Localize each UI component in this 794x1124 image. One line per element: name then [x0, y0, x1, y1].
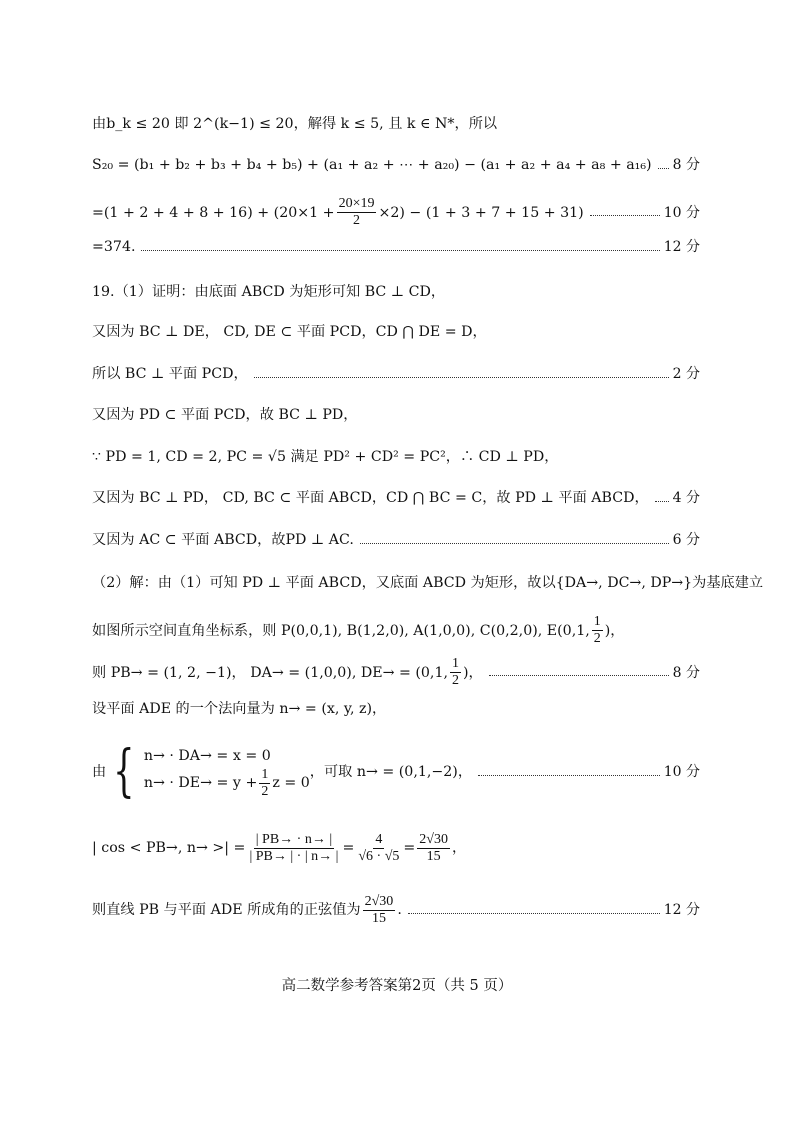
fraction-numerator: 1 [593, 614, 601, 629]
text-line-14 [92, 656, 700, 689]
text-line-5 [92, 282, 700, 302]
line-text-part-a: | cos < PB→, n→ >| = [92, 840, 246, 856]
fraction-denominator: 2 [451, 673, 459, 688]
equals-sign: = [403, 840, 416, 856]
text-line-18 [92, 890, 700, 930]
leader-dots [408, 913, 660, 914]
page-footer: 高二数学参考答案第2页（共 5 页） [281, 978, 513, 994]
fraction [363, 894, 396, 927]
text-line-11 [92, 530, 700, 550]
text-line-10 [92, 488, 700, 508]
score-label: 12 分 [663, 239, 700, 255]
score-label: 10 分 [663, 204, 700, 221]
fraction [247, 832, 340, 865]
line-text-part-b: ，可取 n→ = (0,1,−2)， [309, 764, 473, 780]
leader-dots [590, 215, 660, 216]
fraction-numerator: 1 [261, 766, 269, 782]
fraction [417, 832, 450, 865]
score-label: 6 分 [672, 532, 700, 548]
score-label: 10 分 [663, 764, 700, 780]
leader-dots [254, 377, 669, 378]
line-text-part-b: )， [462, 664, 483, 681]
leader-dots [489, 675, 669, 676]
line-text: 设平面 ADE 的一个法向量为 n→ = (x, y, z)， [92, 701, 387, 717]
fraction [592, 614, 603, 647]
leader-dots [360, 543, 669, 544]
fraction-numerator: 2√30 [364, 893, 394, 909]
text-line-9 [92, 447, 700, 467]
text-line-3 [92, 196, 700, 229]
fraction-denominator: 2 [353, 213, 361, 228]
text-line-7 [92, 364, 700, 384]
line-text-part-b: . [397, 902, 402, 918]
left-brace-icon: { [113, 739, 135, 804]
equation-1: n→ · DA→ = x = 0 [143, 747, 271, 764]
line-text-part-a: 则直线 PB 与平面 ADE 所成角的正弦值为 [92, 902, 361, 918]
fraction [450, 656, 461, 689]
equals-sign: = [342, 840, 355, 856]
line-text: 又因为 BC ⊥ PD， CD, BC ⊂ 平面 ABCD，CD ⋂ BC = C，故 PD ⊥ 平面 ABCD， [92, 490, 649, 506]
text-line-6 [92, 322, 700, 342]
line-text-part-a: 则 PB→ = (1, 2, −1)， DA→ = (1,0,0), DE→ = (0,1, [92, 664, 448, 681]
text-line-17 [92, 828, 700, 868]
score-label: 8 分 [672, 664, 700, 681]
leader-dots [141, 250, 659, 251]
line-text-part-a: =(1 + 2 + 4 + 8 + 16) + (20×1 + [92, 204, 335, 221]
line-text: （2）解：由（1）可知 PD ⊥ 平面 ABCD，又底面 ABCD 为矩形，故以{DA→, DC→, DP→}为基底建立 [92, 575, 764, 591]
fraction [259, 767, 270, 800]
line-text: 又因为 BC ⊥ DE， CD, DE ⊂ 平面 PCD，CD ⋂ DE = D， [92, 324, 487, 340]
fraction-denominator: 15 [426, 848, 441, 864]
leader-dots [478, 775, 660, 776]
text-line-2 [92, 155, 700, 175]
fraction-numerator: 2√30 [419, 831, 448, 847]
line-lead: 由 [92, 764, 107, 780]
text-line-12 [92, 573, 764, 593]
score-label: 12 分 [663, 902, 700, 918]
text-line-4 [92, 237, 700, 257]
line-text: =374. [92, 239, 136, 255]
score-label: 4 分 [672, 490, 700, 506]
fraction-numerator: | PB→ · n→ | [255, 831, 333, 847]
line-text: S₂₀ = (b₁ + b₂ + b₃ + b₄ + b₅) + (a₁ + a₂ + ⋯ + a₂₀) − (a₁ + a₂ + a₄ + a₈ + a₁₆) [92, 157, 652, 173]
equation-system [144, 745, 310, 800]
line-text-part-b: ， [451, 840, 467, 856]
text-line-1 [92, 114, 700, 134]
score-label: 8 分 [672, 157, 700, 173]
fraction-denominator: 15 [371, 910, 386, 926]
text-line-15 [92, 699, 700, 719]
line-text: 19.（1）证明：由底面 ABCD 为矩形可知 BC ⊥ CD， [92, 284, 446, 300]
fraction-denominator: | PB→ | · | n→ | [249, 848, 339, 864]
text-line-8 [92, 405, 700, 425]
equation-2-part-a: n→ · DE→ = y + [143, 775, 258, 791]
fraction-denominator: √6 · √5 [358, 848, 400, 864]
fraction-numerator: 4 [375, 831, 383, 847]
line-text-part-a: 如图所示空间直角坐标系，则 P(0,0,1), B(1,2,0), A(1,0,0), C(0,2,0), E(0,1, [92, 622, 590, 639]
score-label: 2 分 [672, 366, 700, 382]
fraction-denominator: 2 [261, 783, 269, 799]
line-text: ∵ PD = 1, CD = 2, PC = √5 满足 PD² + CD² = PC²，∴ CD ⊥ PD， [92, 449, 559, 465]
fraction-numerator: 1 [451, 656, 459, 671]
line-text-part-b: )， [604, 622, 625, 639]
leader-dots [655, 501, 669, 502]
text-line-16 [92, 739, 700, 804]
leader-dots [658, 168, 669, 169]
line-text: 所以 BC ⊥ 平面 PCD， [92, 366, 248, 382]
line-text: 又因为 PD ⊂ 平面 PCD，故 BC ⊥ PD， [92, 407, 358, 423]
equation-2-part-b: z = 0 [272, 775, 310, 791]
equation-2 [144, 767, 310, 800]
text-line-13 [92, 614, 700, 647]
line-text: 由b_k ≤ 20 即 2^(k−1) ≤ 20，解得 k ≤ 5, 且 k ∈ N*，所以 [92, 116, 498, 132]
line-text: 又因为 AC ⊂ 平面 ABCD，故PD ⊥ AC. [92, 532, 354, 548]
fraction [337, 196, 377, 229]
fraction-denominator: 2 [593, 631, 601, 646]
fraction [356, 832, 401, 865]
line-text-part-b: ×2) − (1 + 3 + 7 + 15 + 31) [378, 204, 584, 221]
fraction-numerator: 20×19 [338, 196, 375, 211]
